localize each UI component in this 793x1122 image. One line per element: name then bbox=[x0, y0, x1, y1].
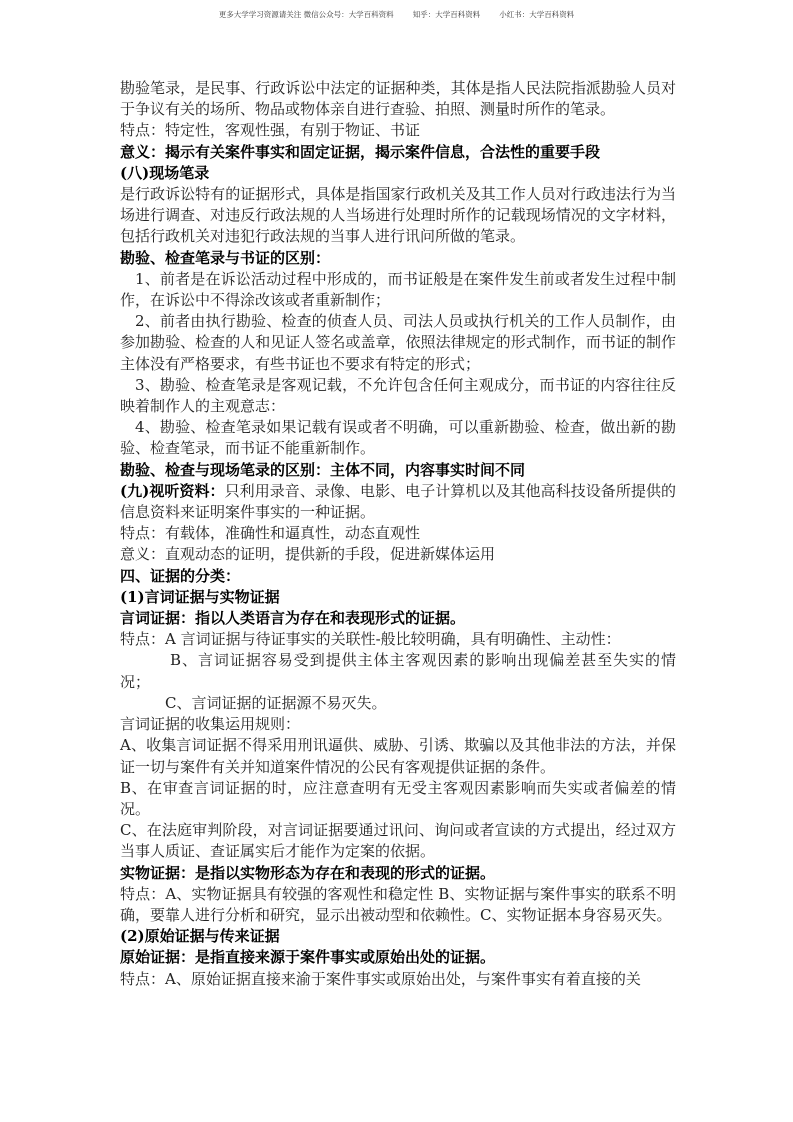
list-item: A、收集言词证据不得采用刑讯逼供、威胁、引诱、欺骗以及其他非法的方法，并保证一切与案件有关并知道案件情况的公民有客观提供证据的条件。 bbox=[120, 736, 676, 776]
section-heading: (1)言词证据与实物证据 bbox=[120, 587, 280, 606]
paragraph: 特点：A、原始证据直接来渝于案件事实或原始出处，与案件事实有着直接的关 bbox=[120, 969, 641, 988]
paragraph: 勘验笔录，是民事、行政诉讼中法定的证据种类，其体是指人民法院指派勘验人员对于争议有关的场所、物品或物体亲自进行查验、拍照、测量时所作的笔录。 bbox=[120, 79, 676, 119]
bold-heading: 实物证据：是指以实物形态为存在和表现的形式的证据。 bbox=[120, 863, 496, 882]
section-heading: 四、证据的分类： bbox=[120, 566, 241, 585]
paragraph bbox=[120, 481, 676, 523]
paragraph: 特点：有载体，准确性和逼真性，动态直观性 bbox=[120, 524, 421, 543]
bold-heading: 勘验、检查与现场笔录的区别：主体不同，内容事实时间不同 bbox=[120, 460, 526, 479]
document-body bbox=[120, 78, 676, 990]
page-header: 更多大学学习资源请关注 微信公众号：大学百科资料 知乎：大学百科资料 小红书：大学百科资料 bbox=[218, 10, 575, 19]
list-item: C、在法庭审判阶段，对言词证据要通过讯问、询问或者宣读的方式提出，经过双方当事人质证、查证属实后才能作为定案的依据。 bbox=[120, 821, 676, 861]
paragraph: 意义：直观动态的证明，提供新的手段，促进新媒体运用 bbox=[120, 545, 496, 564]
list-item: C、言词证据的证据源不易灭失。 bbox=[165, 693, 387, 712]
bold-heading: 原始证据：是指直接来源于案件事实或原始出处的证据。 bbox=[120, 948, 496, 967]
section-heading: (2)原始证据与传来证据 bbox=[120, 927, 280, 946]
paragraph: 特点：A 言词证据与待证事实的关联性-般比较明确，具有明确性、主动性： bbox=[120, 630, 621, 649]
list-item: 2、前者由执行勘验、检查的侦查人员、司法人员或执行机关的工作人员制作，由参加勘验、检查的人和见证人签名或盖章，依照法律规定的形式制作，而书证的制作主体没有严格要求，有些书证也不要求有特定的形式； bbox=[120, 312, 676, 373]
section-heading: (八)现场笔录 bbox=[120, 163, 210, 182]
paragraph: 言词证据的收集运用规则： bbox=[120, 715, 301, 734]
bold-heading: 言词证据：指以人类语言为存在和表现形式的证据。 bbox=[120, 609, 466, 628]
paragraph-text: 只利用录音、录像、电影、电子计算机以及其他高科技设备所提供的信息资料来证明案件事实的一种证据。 bbox=[120, 481, 676, 522]
paragraph: 特点：特定性，客观性强，有别于物证、书证 bbox=[120, 121, 421, 140]
list-item: 4、勘验、检查笔录如果记载有误或者不明确，可以重新勘验、检查，做出新的勘验、检查笔录，而书证不能重新制作。 bbox=[120, 418, 676, 458]
paragraph: 特点：A、实物证据具有较强的客观性和稳定性 B、实物证据与案件事实的联系不明确，要靠人进行分析和研究，显示出被动型和依赖性。C、实物证据本身容易灭失。 bbox=[120, 884, 676, 924]
bold-heading: 意义：揭示有关案件事实和固定证据，揭示案件信息，合法性的重要手段 bbox=[120, 142, 601, 161]
bold-heading: 勘验、检查笔录与书证的区别： bbox=[120, 248, 331, 267]
list-item: B、在审查言词证据的时，应注意查明有无受主客观因素影响而失实或者偏差的情况。 bbox=[120, 778, 676, 818]
list-item: 1、前者是在诉讼活动过程中形成的，而书证般是在案件发生前或者发生过程中制作，在诉讼中不得涂改该或者重新制作； bbox=[120, 269, 676, 310]
paragraph: 是行政诉讼特有的证据形式，具体是指国家行政机关及其工作人员对行政违法行为当场进行调查、对违反行政法规的人当场进行处理时所作的记载现场情况的文字材料，包括行政机关对违犯行政法规的当事人进行讯问所做的笔录。 bbox=[120, 185, 676, 246]
section-heading: (九)视听资料： bbox=[120, 481, 225, 500]
list-item: B、言词证据容易受到提供主体主客观因素的影响出现偏差甚至失实的情况； bbox=[120, 651, 676, 691]
list-item: 3、勘验、检查笔录是客观记载，不允许包含任何主观成分，而书证的内容往往反映着制作人的主观意志： bbox=[120, 375, 676, 416]
